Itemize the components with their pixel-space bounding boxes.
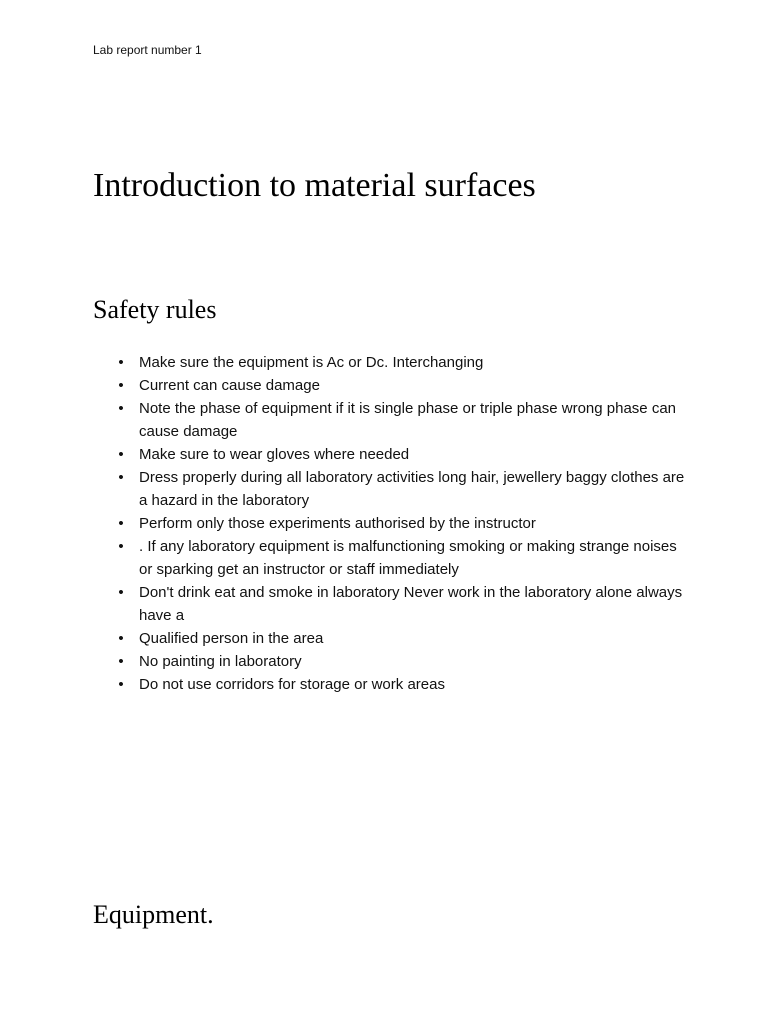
bullet-icon: •	[118, 377, 124, 394]
document-title: Introduction to material surfaces	[93, 167, 536, 204]
bullet-icon: •	[118, 538, 124, 555]
list-item	[93, 535, 693, 581]
list-item	[93, 627, 693, 650]
bullet-icon: •	[118, 515, 124, 532]
bullet-icon: •	[118, 653, 124, 670]
rule-text: Don't drink eat and smoke in laboratory Never work in the laboratory alone always have a	[139, 584, 683, 624]
rule-text: Perform only those experiments authorised by the instructor	[139, 515, 536, 532]
rule-text: Do not use corridors for storage or work areas	[139, 676, 445, 693]
rule-text: Note the phase of equipment if it is single phase or triple phase wrong phase can cause damage	[139, 400, 676, 440]
list-item	[93, 351, 693, 374]
list-item	[93, 374, 693, 397]
list-item	[93, 650, 693, 673]
list-item	[93, 397, 693, 443]
bullet-icon: •	[118, 400, 124, 417]
list-item	[93, 466, 693, 512]
bullet-icon: •	[118, 630, 124, 647]
bullet-icon: •	[118, 446, 124, 463]
rule-text: Qualified person in the area	[139, 630, 324, 647]
list-item	[93, 581, 693, 627]
safety-rules-list	[93, 351, 693, 696]
rule-text: Current can cause damage	[139, 377, 320, 394]
bullet-icon: •	[118, 584, 124, 601]
rule-text: . If any laboratory equipment is malfunctioning smoking or making strange noises or sparking get an instructor or staff immediately	[139, 538, 677, 578]
rule-text: Make sure to wear gloves where needed	[139, 446, 410, 463]
page-header: Lab report number 1	[93, 43, 202, 57]
rule-text: Dress properly during all laboratory activities long hair, jewellery baggy clothes are a hazard in the laboratory	[139, 469, 685, 509]
list-item	[93, 512, 693, 535]
equipment-heading: Equipment.	[93, 900, 214, 929]
bullet-icon: •	[118, 354, 124, 371]
list-item	[93, 443, 693, 466]
rule-text: Make sure the equipment is Ac or Dc. Interchanging	[139, 354, 484, 371]
bullet-icon: •	[118, 469, 124, 486]
rule-text: No painting in laboratory	[139, 653, 302, 670]
list-item	[93, 673, 693, 696]
safety-rules-heading: Safety rules	[93, 295, 217, 324]
bullet-icon: •	[118, 676, 124, 693]
